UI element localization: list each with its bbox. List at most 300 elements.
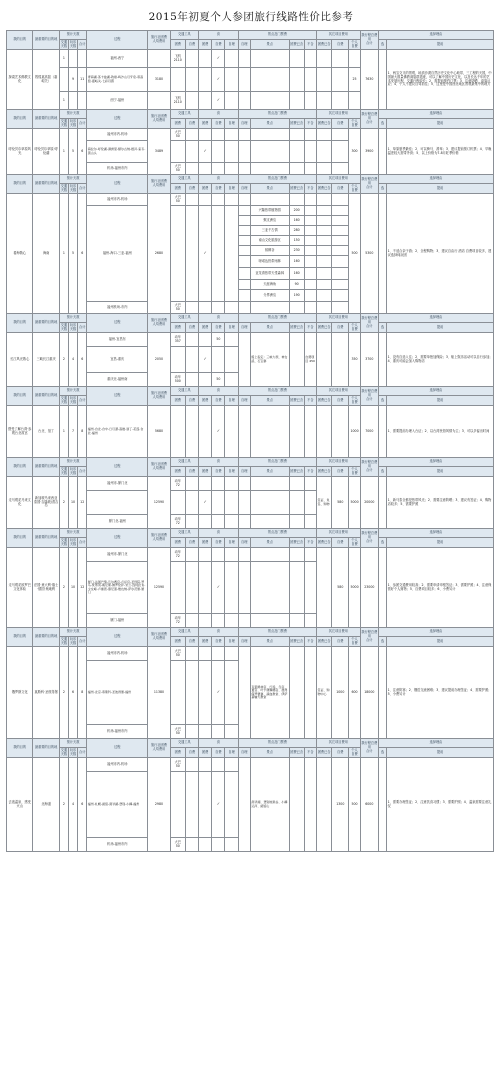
subheader-col: 不含: [304, 637, 316, 647]
row-step: 机场-福州市内: [87, 725, 148, 739]
subheader-col: 景点: [250, 467, 289, 477]
row-days-total: 12: [78, 548, 87, 628]
header-food: 食: [199, 31, 239, 40]
subheader-col: 玩乐天数: [69, 636, 77, 645]
table-row: [7, 406, 494, 458]
subheader-col: 个人自费: [349, 748, 360, 758]
subheader-col: 团费: [170, 323, 185, 333]
row-step: 福州-海口-三亚-福州: [87, 206, 148, 302]
row-region: 三峡长江重庆: [33, 333, 59, 387]
row-purpose: 呼伦贝尔草原风光: [7, 129, 33, 175]
subheader-col: 自费: [332, 396, 349, 406]
row-step: 青海湖-茶卡盐湖-敦煌-鸣沙山月牙泉-莫高窟-嘉峪关-七彩丹霞: [87, 68, 148, 92]
header-transport: 交通工具: [170, 110, 198, 119]
row-step: 福州-北京-莫斯科-圣彼得堡-福州: [87, 661, 148, 725]
row-price: 3180: [148, 68, 170, 92]
header-other: 其它项目费用: [316, 31, 360, 40]
subheader-col: 团费已含: [316, 323, 331, 333]
row-other-fee: 580: [332, 548, 349, 628]
subheader-col: 景点: [250, 323, 289, 333]
header-tickets: 景点及门票费: [238, 110, 316, 119]
travel-comparison-table: [6, 30, 494, 852]
scenic-name: 天涯海角: [250, 280, 289, 290]
header-price: 旅行社团费 人均费用: [148, 739, 170, 758]
row-price: 2050: [148, 333, 170, 387]
subheader-col: 团费: [199, 40, 212, 50]
row-purpose: 探索艺术佛教文化: [7, 50, 33, 110]
table-row: [7, 50, 494, 68]
check-mark: ✓: [212, 406, 225, 458]
subheader-days-play: 玩乐天数: [69, 39, 77, 48]
header-budget: 我行程总费用 合计: [360, 458, 378, 477]
subheader-col: 自费: [332, 40, 349, 50]
header-purpose: 我的目的: [7, 387, 33, 406]
subheader-col: 玩乐天数: [69, 466, 77, 475]
row-other-fee: 580: [332, 477, 349, 529]
subheader-col: 玩乐天数: [69, 322, 77, 331]
subheader-col: 提前: [387, 637, 494, 647]
subheader-col: 自费: [212, 748, 225, 758]
header-price: 旅行社团费 人均费用: [148, 628, 170, 647]
table-subheader-row: [7, 323, 494, 333]
subheader-col: 交通天数: [60, 183, 68, 192]
scenic-name: 南山文化旅游区: [250, 236, 289, 246]
subheader-col: 自费: [212, 637, 225, 647]
subheader-col: 团费: [199, 637, 212, 647]
check-mark: ✓: [212, 772, 225, 838]
scenic-fee: 160: [289, 216, 304, 226]
subheader-col: 选: [378, 467, 386, 477]
header-transport: 交通工具: [170, 739, 198, 748]
row-remarks: 1、参团交通费用较高；2、需要申请申根签证；3、需要护照；4、注意保管好个人财物；5、自费项目较多；6、小费另计: [387, 548, 494, 628]
subheader-col: 选: [378, 538, 386, 548]
subheader-col: 自理: [225, 396, 238, 406]
subheader-col: 玩乐天数: [69, 537, 77, 546]
row-food: 50: [212, 333, 225, 347]
header-budget: 我行程总费用 合计: [360, 31, 378, 50]
subheader-col: 团费: [170, 748, 185, 758]
header-transport: 交通工具: [170, 175, 198, 184]
row-total: 3900: [360, 129, 378, 175]
header-transport: 交通工具: [170, 314, 198, 323]
header-itinerary: 过程: [87, 110, 148, 129]
subheader-col: 团费: [199, 323, 212, 333]
subheader-col: 团费: [170, 637, 185, 647]
row-days-transport: 1: [59, 50, 68, 68]
subheader-col: 交通天数: [60, 747, 68, 756]
subheader-col: 自理: [238, 184, 250, 194]
row-price: 5680: [148, 406, 170, 458]
table-subheader-row: [7, 119, 494, 129]
subheader-col: 自费: [332, 637, 349, 647]
header-region: 最重要的目的地: [33, 387, 59, 406]
subheader-col: 景点: [250, 119, 289, 129]
subheader-col: 不含: [304, 748, 316, 758]
row-cost: 500: [349, 758, 360, 852]
row-purpose: 俄罗斯文化: [7, 647, 33, 739]
subheader-col: 团费: [170, 184, 185, 194]
subheader-col: 自理: [225, 40, 238, 50]
check-mark: ✓: [212, 68, 225, 92]
subheader-col: 合计: [78, 467, 87, 477]
subheader-col: 自理: [238, 40, 250, 50]
subheader-col: 不含: [304, 40, 316, 50]
header-food: 食: [199, 739, 239, 748]
row-region: 新加坡马来西亚泰国·吉隆坡/普吉岛: [33, 477, 59, 529]
row-price: 3489: [148, 129, 170, 175]
subheader-col: 自费: [185, 396, 198, 406]
header-days: 预计天数: [59, 175, 86, 184]
row-total: 23000: [360, 548, 378, 628]
header-days: 预计天数: [59, 314, 86, 323]
header-budget: 我行程总费用 合计: [360, 628, 378, 647]
row-step: 福州市内-机场: [87, 194, 148, 206]
header-purpose: 我的目的: [7, 110, 33, 129]
row-transport: 动车 500: [170, 373, 185, 387]
header-food: 食: [199, 529, 239, 538]
header-remarks: 选择理由: [378, 110, 493, 119]
header-price: 旅行社团费 人均费用: [148, 110, 170, 129]
header-remarks: 选择理由: [378, 529, 493, 538]
row-cost: 350: [349, 333, 360, 387]
row-cost: 1000: [349, 406, 360, 458]
table-header-row: [7, 31, 494, 40]
subheader-col: 不含: [304, 538, 316, 548]
row-transport: 大巴 50: [170, 129, 185, 141]
check-mark: ✓: [212, 92, 225, 110]
row-total: 7000: [360, 406, 378, 458]
row-transport: 动车 72: [170, 515, 185, 529]
header-region: 最重要的目的地: [33, 628, 59, 647]
subheader-col: 自理: [225, 323, 238, 333]
row-other-fee: 1000: [332, 647, 349, 739]
row-transport: 大巴 50: [170, 163, 185, 175]
row-days-play: 9: [68, 68, 77, 92]
check-mark: ✓: [199, 347, 212, 373]
subheader-col: 团费: [199, 119, 212, 129]
row-region: 敦煌莫高窟（嘉峪关）: [33, 50, 59, 110]
scenic-name: 克里姆林宫、红场、冬宫、夏宫、叶卡捷琳娜宫、彼得保罗要塞、滴血教堂、伊萨基辅大教堂: [250, 647, 289, 739]
row-step: 福州市内-机场: [87, 758, 148, 772]
subheader-col: 提前: [387, 748, 494, 758]
header-transport: 交通工具: [170, 387, 198, 396]
row-cost: 5000: [349, 548, 360, 628]
header-price: 旅行社团费 人均费用: [148, 387, 170, 406]
table-subheader-row: [7, 40, 494, 50]
header-purpose: 我的目的: [7, 628, 33, 647]
header-region: 最重要的目的地: [33, 458, 59, 477]
subheader-col: 交通天数: [60, 118, 68, 127]
header-price: 旅行社团费 人均费用: [148, 458, 170, 477]
header-purpose: 我的目的: [7, 31, 33, 50]
subheader-col: 自费: [212, 184, 225, 194]
check-mark: ✓: [212, 50, 225, 68]
row-step: 海拉尔-呼伦湖-满洲里-额尔古纳-根河-室韦-黑山头: [87, 141, 148, 163]
header-tickets: 景点及门票费: [238, 314, 316, 323]
header-itinerary: 过程: [87, 31, 148, 50]
subheader-col: 提前: [387, 323, 494, 333]
row-days-transport: 2: [59, 548, 68, 628]
row-price: 12590: [148, 477, 170, 529]
subheader-col: 自理: [238, 467, 250, 477]
row-other: 签证、购物中心: [316, 647, 331, 739]
subheader-col: 团费已含: [289, 467, 304, 477]
subheader-col: 团费已含: [316, 396, 331, 406]
header-remarks: 选择理由: [378, 628, 493, 637]
header-remarks: 选择理由: [378, 31, 493, 40]
header-budget: 我行程总费用 合计: [360, 110, 378, 129]
row-total: 20000: [360, 477, 378, 529]
subheader-days-transport: 交通天数: [60, 39, 68, 48]
row-remarks: 1、草原夏季最佳；2、可以骑马、滑草；3、建议提前预订机票；4、早晚温差较大需带外套；5、以上价格为7-8月旺季价格: [387, 129, 494, 175]
header-days: 预计天数: [59, 628, 86, 637]
row-transport: 大巴 50: [170, 647, 185, 661]
row-step: 福州市-厦门北: [87, 548, 148, 562]
row-step: 宜昌-重庆: [87, 347, 148, 373]
row-remarks: 1、不适合亲子游；2、全程购物；3、建议自由行 酒店 自费项目较多，建议选择纯玩团: [387, 194, 494, 314]
header-other: 其它项目费用: [316, 628, 360, 637]
header-budget: 我行程总费用 合计: [360, 387, 378, 406]
header-remarks: 选择理由: [378, 458, 493, 467]
subheader-col: 团费已含: [289, 396, 304, 406]
check-mark: ✓: [199, 206, 212, 302]
row-days-total: 6: [78, 758, 87, 852]
subheader-col: 自理: [225, 748, 238, 758]
subheader-col: 团费已含: [289, 637, 304, 647]
row-price: 2980: [148, 758, 170, 852]
table-row: [7, 129, 494, 141]
header-price: 旅行社团费 人均费用: [148, 175, 170, 194]
row-region: 法国·意大利·瑞士·德国·奥地利: [33, 548, 59, 628]
header-transport: 交通工具: [170, 31, 198, 40]
header-region: 最重要的目的地: [33, 739, 59, 758]
subheader-col: 交通天数: [60, 395, 68, 404]
scenic-fee: 280: [289, 226, 304, 236]
row-purpose: 看海散心: [7, 194, 33, 314]
table-header-row: [7, 628, 494, 637]
subheader-col: 自费: [212, 323, 225, 333]
header-food: 食: [199, 314, 239, 323]
row-days-play: 10: [68, 477, 77, 529]
row-days-transport: 1: [59, 92, 68, 110]
scenic-name: 船上指定：三峡大坝、神女溪、石宝寨: [250, 333, 289, 387]
subheader-col: 自费: [185, 637, 198, 647]
subheader-col: 选: [378, 119, 386, 129]
row-remarks: 1、需要办理签证；2、注意饮食习惯；3、需要护照；4、温泉需要注意礼仪: [387, 758, 494, 852]
row-step: 机场-福州市内: [87, 163, 148, 175]
header-purpose: 我的目的: [7, 529, 33, 548]
row-step: 厦门-法国巴黎-凡尔赛宫-卢浮宫-圣母院-罗马-梵蒂冈-威尼斯-佛罗伦萨-米兰-因特拉肯-少女峰-卢塞恩-慕尼黑-维也纳-萨尔茨堡-厦门: [87, 562, 148, 614]
row-total: 3700: [360, 333, 378, 387]
header-days: 预计天数: [59, 529, 86, 538]
row-transport: 动车 357: [170, 333, 185, 347]
subheader-col: 自费: [212, 396, 225, 406]
scenic-fee: 160: [289, 268, 304, 280]
table-subheader-row: [7, 538, 494, 548]
row-days-transport: 1: [59, 129, 68, 175]
scenic-name: 槟榔谷: [250, 246, 289, 256]
row-days-play: 10: [68, 548, 77, 628]
row-transport: 大巴 50: [170, 838, 185, 852]
subheader-col: 选: [378, 323, 386, 333]
subheader-col: 团费已含: [289, 538, 304, 548]
subheader-col: 团费已含: [316, 467, 331, 477]
row-step: 福州-札幌-函馆-洞爷湖-登别-小樽-福州: [87, 772, 148, 838]
table-header-row: [7, 175, 494, 184]
table-header-row: [7, 739, 494, 748]
scenic-fee: 160: [289, 256, 304, 268]
header-food: 食: [199, 458, 239, 467]
row-cost: 25: [349, 68, 360, 92]
subheader-col: 团费已含: [289, 40, 304, 50]
table-row: [7, 194, 494, 206]
subheader-col: 自费: [332, 467, 349, 477]
row-other-fee: 1300: [332, 758, 349, 852]
row-region: 呼伦贝尔草原·呼伦湖: [33, 129, 59, 175]
row-step: 厦门-福州: [87, 614, 148, 628]
header-transport: 交通工具: [170, 458, 198, 467]
row-region: 莫斯科·圣彼得堡: [33, 647, 59, 739]
subheader-col: 团费: [199, 396, 212, 406]
row-purpose: 长江风光散心: [7, 333, 33, 387]
header-remarks: 选择理由: [378, 739, 493, 748]
row-transport: 大巴 50: [170, 194, 185, 206]
subheader-col: 团费已含: [289, 184, 304, 194]
scenic-name: 亚龙湾热带天堂森林: [250, 268, 289, 280]
subheader-col: 自费: [185, 748, 198, 758]
subheader-col: 景点: [250, 396, 289, 406]
subheader-col: 自理: [225, 119, 238, 129]
scenic-fee: 90: [289, 280, 304, 290]
subheader-col: 自理: [238, 396, 250, 406]
header-food: 食: [199, 110, 239, 119]
header-days: 预计天数: [59, 458, 86, 467]
subheader-col: 自费: [212, 467, 225, 477]
row-transport: 飞机 2110: [170, 50, 185, 68]
header-region: 最重要的目的地: [33, 175, 59, 194]
subheader-col: 自费: [185, 184, 198, 194]
scenic-fee: 230: [289, 246, 304, 256]
header-transport: 交通工具: [170, 529, 198, 538]
subheader-col: 自理: [238, 538, 250, 548]
row-days-total: 8: [78, 406, 87, 458]
header-other: 其它项目费用: [316, 387, 360, 396]
header-itinerary: 过程: [87, 458, 148, 477]
row-step: 福州-西宁: [87, 50, 148, 68]
header-other: 其它项目费用: [316, 110, 360, 119]
row-step: 福州-宜昌东: [87, 333, 148, 347]
table-subheader-row: [7, 637, 494, 647]
row-step: 福州机场-市内: [87, 302, 148, 314]
subheader-col: 个人自费: [349, 323, 360, 333]
header-days: 预计天数: [59, 739, 86, 748]
subheader-col: 个人自费: [349, 396, 360, 406]
table-header-row: [7, 458, 494, 467]
subheader-col: 选: [378, 396, 386, 406]
row-step: 福州市-厦门北: [87, 477, 148, 491]
subheader-col: 团费已含: [289, 323, 304, 333]
header-food: 食: [199, 628, 239, 637]
subheader-col: 个人自费: [349, 184, 360, 194]
scenic-fee: 自费项目 450: [304, 333, 316, 387]
subheader-col: 景点: [250, 538, 289, 548]
row-purpose: 走马观花马来文化: [7, 477, 33, 529]
header-days: 预计天数: [59, 31, 86, 40]
header-tickets: 景点及门票费: [238, 31, 316, 40]
row-days-play: 5: [68, 129, 77, 175]
table-row: [7, 548, 494, 562]
header-tickets: 景点及门票费: [238, 739, 316, 748]
subheader-col: 提前: [387, 467, 494, 477]
header-budget: 我行程总费用 合计: [360, 175, 378, 194]
subheader-col: 不含: [304, 467, 316, 477]
header-purpose: 我的目的: [7, 458, 33, 477]
row-cost: 600: [349, 647, 360, 739]
table-header-row: [7, 110, 494, 119]
row-days-transport: 1: [59, 406, 68, 458]
header-budget: 我行程总费用 合计: [360, 314, 378, 333]
table-row: [7, 647, 494, 661]
check-mark: ✓: [212, 661, 225, 725]
subheader-col: 自理: [238, 637, 250, 647]
subheader-col: 提前: [387, 184, 494, 194]
row-price: 11380: [148, 647, 170, 739]
header-days: 预计天数: [59, 387, 86, 396]
subheader-col: 个人自费: [349, 467, 360, 477]
subheader-col: 团费: [199, 748, 212, 758]
scenic-name: 三亚千古情: [250, 226, 289, 236]
row-step: 西宁-福州: [87, 92, 148, 110]
subheader-col: 自理: [225, 467, 238, 477]
subheader-col: 自费: [185, 538, 198, 548]
subheader-col: 合计: [78, 323, 87, 333]
subheader-col: 团费: [170, 40, 185, 50]
scenic-name: 洞爷湖、登别地狱谷、小樽运河、函馆山: [250, 758, 289, 852]
header-remarks: 选择理由: [378, 175, 493, 184]
row-days-play: 4: [68, 758, 77, 852]
row-days-total: 12: [78, 477, 87, 529]
table-row: [7, 333, 494, 347]
row-days-total: 6: [78, 194, 87, 314]
header-tickets: 景点及门票费: [238, 387, 316, 396]
header-region: 最重要的目的地: [33, 529, 59, 548]
row-remarks: 1、需要提前办理入台证；2、以台湾民俗风情为主；3、可以多留出时间: [387, 406, 494, 458]
header-itinerary: 过程: [87, 175, 148, 194]
subheader-col: 玩乐天数: [69, 118, 77, 127]
table-header-row: [7, 314, 494, 323]
row-region: 海南: [33, 194, 59, 314]
subheader-col: 自费: [185, 40, 198, 50]
header-other: 其它项目费用: [316, 529, 360, 538]
subheader-col: 团费: [170, 538, 185, 548]
row-remarks: 1、没有自选入住；2、需要单独加保险；3、船上娱乐活动可以自行参加；4、重庆可能会加入购物店: [387, 333, 494, 387]
subheader-col: 选: [378, 40, 386, 50]
header-price: 旅行社团费 人均费用: [148, 314, 170, 333]
row-days-total: 8: [78, 647, 87, 739]
header-tickets: 景点及门票费: [238, 458, 316, 467]
row-step: 机场-福州市内: [87, 838, 148, 852]
subheader-col: 合计: [78, 637, 87, 647]
header-purpose: 我的目的: [7, 739, 33, 758]
header-itinerary: 过程: [87, 739, 148, 758]
header-purpose: 我的目的: [7, 314, 33, 333]
check-mark: ✓: [212, 562, 225, 614]
row-days-play: 7: [68, 406, 77, 458]
row-days-transport: 2: [59, 758, 68, 852]
row-cost: 5000: [349, 477, 360, 529]
subheader-col: 自费: [332, 748, 349, 758]
row-transport: 动车 72: [170, 548, 185, 562]
